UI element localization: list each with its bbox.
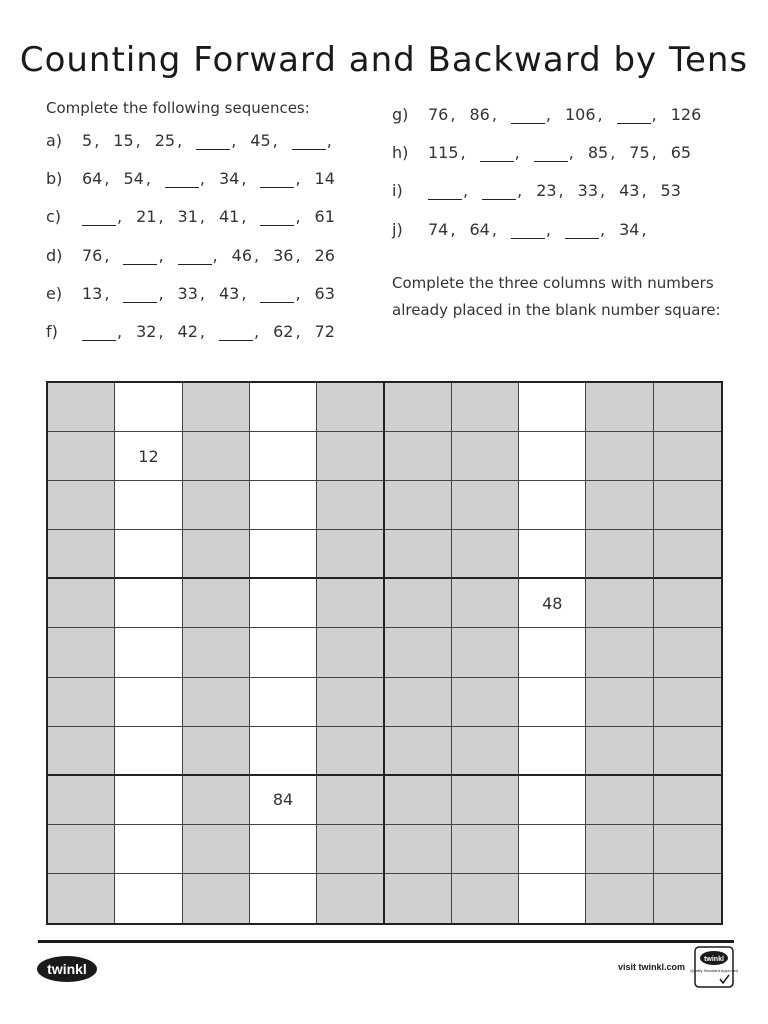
number-square-shaded-cell	[452, 579, 519, 628]
sequence-row: h) 115 , , , 85 , 75 , 65	[392, 142, 692, 162]
sequence-number: 26	[314, 245, 335, 265]
number-square-blank-cell[interactable]	[519, 628, 586, 677]
sequence-number: 85	[587, 142, 609, 162]
sequence-number: 65	[670, 142, 692, 162]
sequence-number: 106	[565, 104, 596, 124]
sequence-number: 62	[273, 322, 294, 342]
badge-subtext: Quality Standard Approved	[690, 968, 738, 973]
sequence-number: 64	[82, 168, 103, 188]
answer-blank[interactable]	[428, 185, 462, 200]
sequence-number: 61	[314, 207, 335, 227]
number-square-shaded-cell	[452, 628, 519, 677]
number-square-blank-cell[interactable]	[115, 874, 182, 923]
number-square-shaded-cell	[452, 432, 519, 481]
footer-divider	[38, 940, 734, 943]
answer-blank[interactable]	[617, 109, 651, 124]
number-square-shaded-cell	[452, 678, 519, 727]
visit-link[interactable]: visit twinkl.com	[618, 962, 686, 972]
number-square-shaded-cell	[385, 481, 452, 530]
number-square-blank-cell[interactable]	[250, 825, 317, 874]
number-square-given-value[interactable]: 48	[519, 579, 586, 628]
logo-text: twinkl	[47, 961, 87, 977]
number-square-shaded-cell	[452, 874, 519, 923]
answer-blank[interactable]	[511, 109, 545, 124]
number-square-blank-cell[interactable]	[115, 628, 182, 677]
answer-blank[interactable]	[292, 135, 326, 150]
sequence-number: 46	[231, 245, 252, 265]
number-square-shaded-cell	[183, 874, 250, 923]
page-title: Counting Forward and Backward by Tens	[19, 40, 749, 80]
number-square-shaded-cell	[48, 874, 115, 923]
number-square-shaded-cell	[586, 628, 653, 677]
number-square-shaded-cell	[654, 481, 721, 530]
number-square-shaded-cell	[452, 825, 519, 874]
number-square-blank-cell[interactable]	[519, 678, 586, 727]
sequence-number: 45	[250, 130, 271, 150]
number-square-blank-cell[interactable]	[250, 874, 317, 923]
number-square-shaded-cell	[317, 825, 384, 874]
sequence-row: c) , 21 , 31 , 41 , , 61	[46, 207, 335, 227]
number-square-shaded-cell	[385, 678, 452, 727]
sequence-row: g) 76 , 86 , , 106 , , 126	[392, 104, 702, 124]
number-square-blank-cell[interactable]	[250, 579, 317, 628]
sequence-label: a)	[46, 130, 63, 150]
quality-badge	[690, 946, 738, 988]
sequence-row: f) , 32 , 42 , , 62 , 72	[46, 322, 335, 342]
number-square-blank-cell[interactable]	[115, 383, 182, 432]
number-square-shaded-cell	[183, 579, 250, 628]
sequence-number: 115	[428, 142, 459, 162]
number-square-shaded-cell	[385, 874, 452, 923]
number-square-blank-cell[interactable]	[250, 628, 317, 677]
number-square-given-value[interactable]: 84	[250, 776, 317, 825]
number-square-shaded-cell	[385, 432, 452, 481]
number-square-shaded-cell	[183, 628, 250, 677]
answer-blank[interactable]	[219, 326, 253, 341]
sequences-right	[392, 95, 732, 248]
answer-blank[interactable]	[178, 250, 212, 265]
number-square-blank-cell[interactable]	[115, 825, 182, 874]
number-square-blank-cell[interactable]	[250, 678, 317, 727]
number-square-blank-cell[interactable]	[115, 530, 182, 579]
sequences-left	[46, 95, 376, 351]
number-square-shaded-cell	[654, 383, 721, 432]
number-square-shaded-cell	[317, 776, 384, 825]
number-square-shaded-cell	[183, 825, 250, 874]
number-square-blank-cell[interactable]	[115, 776, 182, 825]
sequence-number: 41	[219, 207, 240, 227]
number-square	[46, 381, 723, 925]
answer-blank[interactable]	[482, 185, 516, 200]
number-square-shaded-cell	[654, 530, 721, 579]
sequence-number: 72	[314, 322, 335, 342]
number-square-shaded-cell	[586, 825, 653, 874]
number-square-blank-cell[interactable]	[115, 481, 182, 530]
number-square-shaded-cell	[183, 727, 250, 776]
sequence-number: 63	[314, 283, 335, 303]
number-square-shaded-cell	[48, 678, 115, 727]
sequence-row: b) 64 , 54 , , 34 , , 14	[46, 168, 335, 188]
number-square-shaded-cell	[48, 825, 115, 874]
number-square-shaded-cell	[586, 481, 653, 530]
number-square-shaded-cell	[48, 579, 115, 628]
number-square-shaded-cell	[452, 530, 519, 579]
number-square-shaded-cell	[48, 530, 115, 579]
number-square-given-value[interactable]: 12	[115, 432, 182, 481]
sequence-label: d)	[46, 245, 63, 265]
number-square-blank-cell[interactable]	[250, 727, 317, 776]
number-square-shaded-cell	[452, 481, 519, 530]
number-square-shaded-cell	[654, 678, 721, 727]
number-square-shaded-cell	[385, 628, 452, 677]
sequence-number: 43	[619, 181, 640, 201]
sequence-label: e)	[46, 283, 63, 303]
number-square-shaded-cell	[317, 530, 384, 579]
number-square-shaded-cell	[48, 481, 115, 530]
number-square-blank-cell[interactable]	[250, 383, 317, 432]
number-square-blank-cell[interactable]	[250, 530, 317, 579]
number-square-shaded-cell	[586, 579, 653, 628]
number-square-blank-cell[interactable]	[519, 481, 586, 530]
answer-blank[interactable]	[260, 173, 294, 188]
number-square-shaded-cell	[183, 432, 250, 481]
number-square-shaded-cell	[317, 432, 384, 481]
number-square-shaded-cell	[317, 628, 384, 677]
sequence-number: 36	[273, 245, 294, 265]
number-square-blank-cell[interactable]	[250, 432, 317, 481]
answer-blank[interactable]	[260, 211, 294, 226]
number-square-shaded-cell	[317, 678, 384, 727]
sequence-row: j) 74 , 64 , , , 34 ,	[392, 219, 647, 239]
number-square-blank-cell[interactable]	[519, 874, 586, 923]
sequence-label: f)	[46, 322, 58, 342]
sequence-number: 34	[219, 168, 240, 188]
number-square-shaded-cell	[586, 874, 653, 923]
number-square-blank-cell[interactable]	[519, 530, 586, 579]
number-square-shaded-cell	[183, 530, 250, 579]
number-square-shaded-cell	[654, 432, 721, 481]
sequence-number: 42	[177, 322, 198, 342]
number-square-shaded-cell	[385, 383, 452, 432]
sequence-label: g)	[392, 104, 409, 124]
sequence-number: 5	[82, 130, 93, 150]
number-square-shaded-cell	[385, 530, 452, 579]
number-square-shaded-cell	[586, 530, 653, 579]
number-square-shaded-cell	[452, 727, 519, 776]
number-square-blank-cell[interactable]	[115, 727, 182, 776]
sequence-number: 54	[123, 168, 144, 188]
sequence-row: d) 76 , , , 46 , 36 , 26	[46, 245, 335, 265]
sequence-number: 34	[619, 219, 640, 239]
answer-blank[interactable]	[196, 135, 230, 150]
number-square-blank-cell[interactable]	[250, 481, 317, 530]
number-square-shaded-cell	[586, 383, 653, 432]
number-square-shaded-cell	[452, 383, 519, 432]
number-square-shaded-cell	[586, 432, 653, 481]
number-square-shaded-cell	[385, 579, 452, 628]
number-square-shaded-cell	[654, 874, 721, 923]
number-square-shaded-cell	[654, 579, 721, 628]
answer-blank[interactable]	[165, 173, 199, 188]
instruction-sequences: Complete the following sequences:	[46, 99, 310, 117]
sequence-number: 14	[314, 168, 335, 188]
number-square-shaded-cell	[317, 579, 384, 628]
sequence-row: e) 13 , , 33 , 43 , , 63	[46, 283, 335, 303]
number-square-shaded-cell	[654, 628, 721, 677]
number-square-shaded-cell	[48, 628, 115, 677]
number-square-shaded-cell	[48, 776, 115, 825]
number-square-blank-cell[interactable]	[115, 678, 182, 727]
number-square-shaded-cell	[654, 727, 721, 776]
sequence-number: 43	[219, 283, 240, 303]
sequence-number: 75	[629, 142, 650, 162]
number-square-shaded-cell	[385, 825, 452, 874]
sequence-label: c)	[46, 207, 62, 227]
number-square-blank-cell[interactable]	[519, 825, 586, 874]
number-square-shaded-cell	[452, 776, 519, 825]
number-square-shaded-cell	[586, 776, 653, 825]
badge-text: twinkl	[704, 956, 724, 963]
sequence-number: 33	[577, 181, 598, 201]
number-square-shaded-cell	[317, 874, 384, 923]
number-square-shaded-cell	[654, 825, 721, 874]
sequence-number: 21	[136, 207, 157, 227]
answer-blank[interactable]	[123, 250, 157, 265]
number-square-shaded-cell	[586, 727, 653, 776]
sequence-number: 23	[536, 181, 557, 201]
sequence-number: 15	[113, 130, 134, 150]
number-square-blank-cell[interactable]	[519, 432, 586, 481]
number-square-shaded-cell	[654, 776, 721, 825]
sequence-number: 53	[660, 181, 681, 201]
number-square-shaded-cell	[183, 383, 250, 432]
number-square-shaded-cell	[317, 481, 384, 530]
number-square-shaded-cell	[48, 432, 115, 481]
number-square-blank-cell[interactable]	[519, 383, 586, 432]
number-square-shaded-cell	[48, 727, 115, 776]
sequence-number: 86	[469, 104, 490, 124]
number-square-shaded-cell	[385, 727, 452, 776]
answer-blank[interactable]	[534, 147, 568, 162]
answer-blank[interactable]	[511, 224, 545, 239]
answer-blank[interactable]	[82, 211, 116, 226]
number-square-shaded-cell	[385, 776, 452, 825]
number-square-shaded-cell	[48, 383, 115, 432]
number-square-blank-cell[interactable]	[519, 727, 586, 776]
sequence-number: 25	[154, 130, 176, 150]
sequence-number: 64	[469, 219, 490, 239]
number-square-shaded-cell	[183, 678, 250, 727]
number-square-blank-cell[interactable]	[115, 579, 182, 628]
sequence-label: h)	[392, 142, 409, 162]
sequence-number: 13	[82, 283, 103, 303]
sequence-row: a) 5 , 15 , 25 , , 45 , ,	[46, 130, 332, 150]
sequence-number: 31	[177, 207, 198, 227]
number-square-shaded-cell	[317, 727, 384, 776]
sequence-number: 126	[670, 104, 702, 124]
sequence-label: b)	[46, 168, 63, 188]
answer-blank[interactable]	[123, 288, 157, 303]
number-square-blank-cell[interactable]	[519, 776, 586, 825]
number-square-shaded-cell	[317, 383, 384, 432]
answer-blank[interactable]	[260, 288, 294, 303]
number-square-shaded-cell	[183, 776, 250, 825]
answer-blank[interactable]	[82, 326, 116, 341]
answer-blank[interactable]	[480, 147, 514, 162]
instruction-columns: Complete the three columns with numbers already placed in the blank number square:	[392, 274, 721, 319]
sequence-label: j)	[392, 219, 403, 239]
sequence-number: 76	[82, 245, 103, 265]
sequence-row: i) , , 23 , 33 , 43 , 53	[392, 181, 681, 201]
number-square-shaded-cell	[586, 678, 653, 727]
number-square-shaded-cell	[183, 481, 250, 530]
sequence-number: 32	[136, 322, 157, 342]
twinkl-logo	[36, 953, 98, 983]
answer-blank[interactable]	[565, 224, 599, 239]
sequence-number: 33	[177, 283, 198, 303]
sequence-label: i)	[392, 181, 403, 201]
sequence-number: 76	[428, 104, 449, 124]
sequence-number: 74	[428, 219, 449, 239]
